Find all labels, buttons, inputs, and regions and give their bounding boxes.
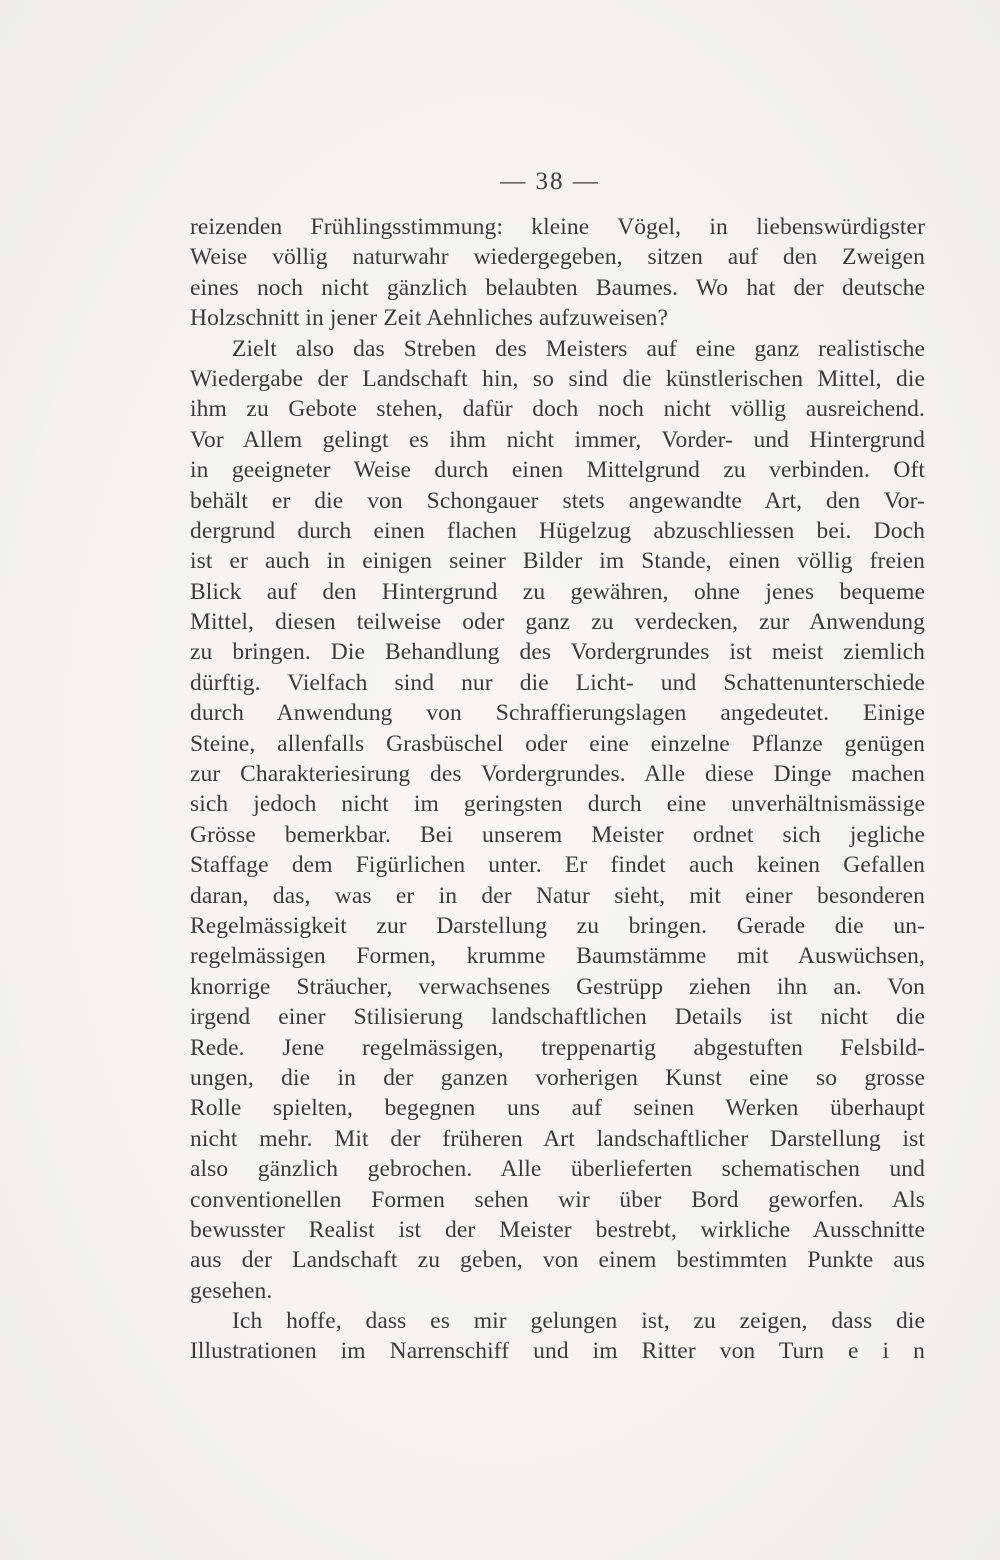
text-line: gesehen. [190,1277,273,1304]
text-line: dergrund durch einen flachen Hügelzug abzuschliessen bei. Doch [190,517,925,544]
text-line: in geeigneter Weise durch einen Mittelgrund zu verbinden. Oft [190,457,925,484]
text-line: Vor Allem gelingt es ihm nicht immer, Vorder- und Hintergrund [190,426,925,453]
text-line: sich jedoch nicht im geringsten durch eine unverhältnismässige [190,791,925,818]
page-number: — 38 — [500,168,600,195]
text-line: regelmässigen Formen, krumme Baumstämme mit Auswüchsen, [190,943,925,970]
text-line: knorrige Sträucher, verwachsenes Gestrüpp ziehen ihn an. Von [190,973,925,1000]
text-line: ist er auch in einigen seiner Bilder im Stande, einen völlig freien [190,548,925,575]
text-line: conventionellen Formen sehen wir über Bord geworfen. Als [190,1186,925,1213]
text-line: Rolle spielten, begegnen uns auf seinen Werken überhaupt [190,1095,925,1122]
text-line: also gänzlich gebrochen. Alle überlieferten schematischen und [190,1156,925,1183]
text-line: dürftig. Vielfach sind nur die Licht- und Schattenunterschiede [190,669,925,696]
text-line: irgend einer Stilisierung landschaftlichen Details ist nicht die [190,1004,925,1031]
text-line: zur Charakteriesirung des Vordergrundes. Alle diese Dinge machen [190,761,925,788]
text-line: Illustrationen im Narrenschiff und im Ritter von Turn e i n [190,1338,925,1365]
text-line: nicht mehr. Mit der früheren Art landschaftlicher Darstellung ist [190,1125,925,1152]
text-line: bewusster Realist ist der Meister bestrebt, wirkliche Ausschnitte [190,1216,925,1243]
body-text [190,212,925,1367]
text-line: zu bringen. Die Behandlung des Vordergrundes ist meist ziemlich [190,639,925,666]
text-line: Steine, allenfalls Grasbüschel oder eine einzelne Pflanze genügen [190,730,925,757]
text-line: daran, das, was er in der Natur sieht, mit einer besonderen [190,882,925,909]
text-line: Blick auf den Hintergrund zu gewähren, ohne jenes bequeme [190,578,925,605]
text-line: Holzschnitt in jener Zeit Aehnliches aufzuweisen? [190,305,668,332]
text-line: Zielt also das Streben des Meisters auf eine ganz realistische [232,335,925,362]
text-line: Grösse bemerkbar. Bei unserem Meister ordnet sich jegliche [190,821,925,848]
text-line: durch Anwendung von Schraffierungslagen angedeutet. Einige [190,700,925,727]
text-line: Regelmässigkeit zur Darstellung zu bringen. Gerade die un- [190,912,925,939]
text-line: behält er die von Schongauer stets angewandte Art, den Vor- [190,487,925,514]
text-line: aus der Landschaft zu geben, von einem bestimmten Punkte aus [190,1247,925,1274]
text-line: ihm zu Gebote stehen, dafür doch noch nicht völlig ausreichend. [190,396,925,423]
text-line: Mittel, diesen teilweise oder ganz zu verdecken, zur Anwendung [190,609,925,636]
text-line: Rede. Jene regelmässigen, treppenartig abgestuften Felsbild- [190,1034,925,1061]
text-line: Wiedergabe der Landschaft hin, so sind die künstlerischen Mittel, die [190,365,925,392]
text-line: Staffage dem Figürlichen unter. Er findet auch keinen Gefallen [190,852,925,879]
text-line: reizenden Frühlingsstimmung: kleine Vögel, in liebenswürdigster [190,214,925,240]
text-line: Ich hoffe, dass es mir gelungen ist, zu zeigen, dass die [232,1308,925,1335]
text-line: Weise völlig naturwahr wiedergegeben, sitzen auf den Zweigen [190,244,925,271]
text-line: ungen, die in der ganzen vorherigen Kunst eine so grosse [190,1064,925,1091]
text-line: eines noch nicht gänzlich belaubten Baumes. Wo hat der deutsche [190,274,925,301]
